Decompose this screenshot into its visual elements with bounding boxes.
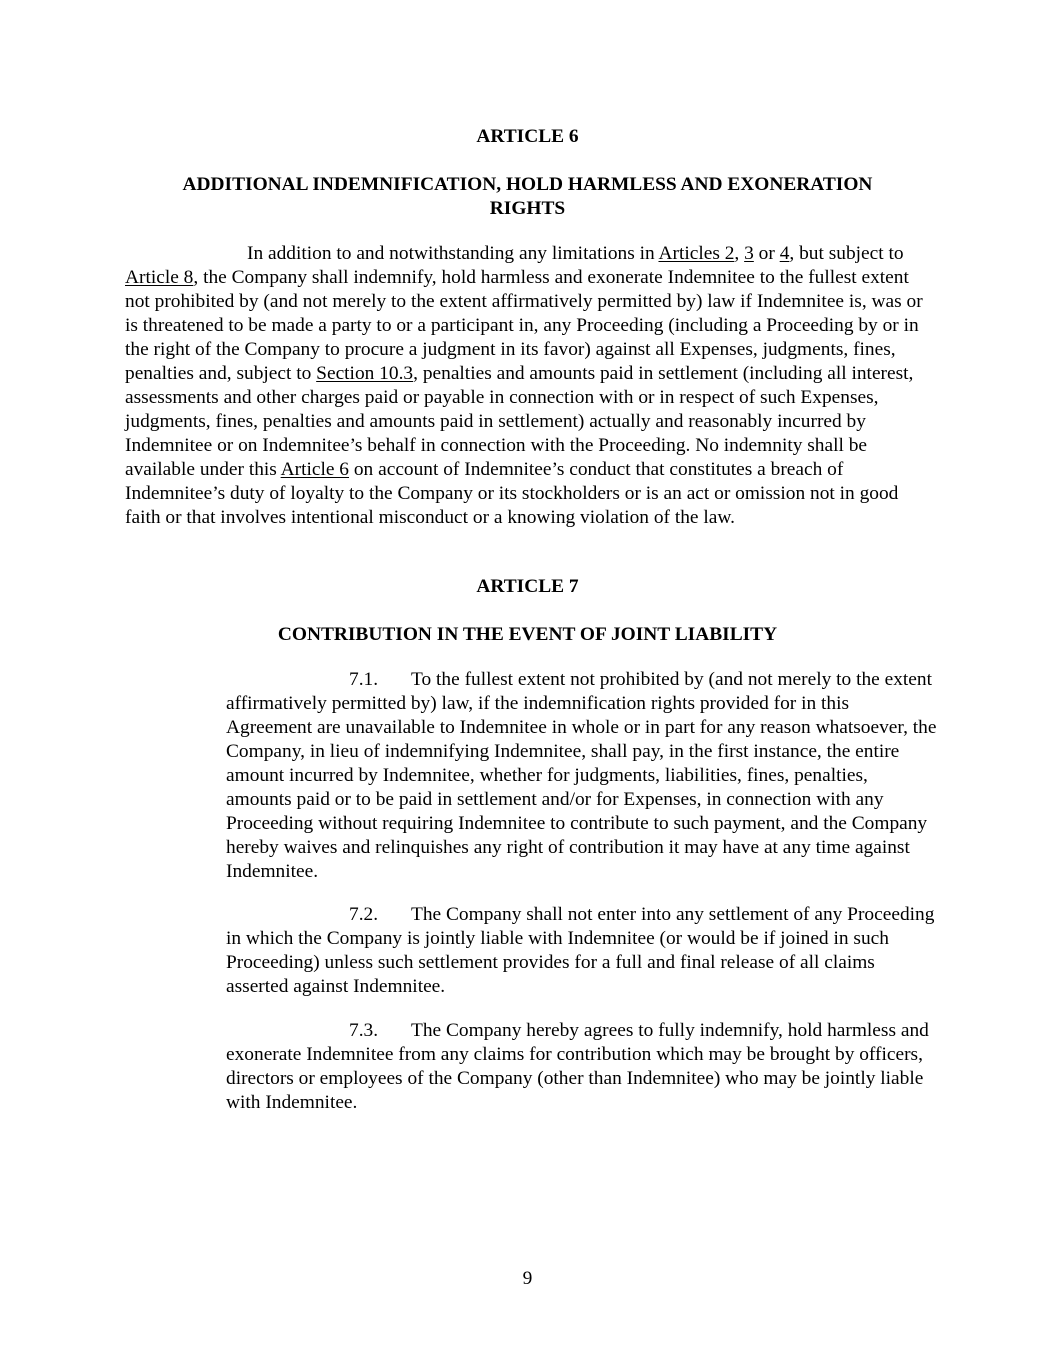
article-6-heading: ARTICLE 6	[476, 126, 579, 147]
body-text: ,	[734, 243, 745, 264]
article-3-link[interactable]: 3	[744, 243, 754, 264]
article-4-link[interactable]: 4	[779, 243, 790, 264]
article-6-link[interactable]: Article 6	[280, 459, 350, 480]
article-8-link[interactable]: Article 8	[125, 267, 194, 288]
section-number: 7.2.	[349, 904, 379, 925]
body-text: , but subject to	[789, 243, 904, 264]
section-7-3	[226, 1019, 938, 1115]
section-10-3-link[interactable]: Section 10.3	[316, 363, 414, 384]
page-number: 9	[522, 1268, 533, 1289]
articles-2-link[interactable]: Articles 2	[658, 243, 735, 264]
section-text: To the fullest extent not prohibited by (and not merely to the extent affirmatively permitted by) law, if the indemnification rights provided for in this Agreement are unavailable to Indemnitee in whole or in part for any reason whatsoever, the Company, in lieu of indemnifying Indemnitee, shall pay, in the first instance, the entire amount incurred by Indemnitee, whether for judgments, liabilities, fines, penalties, amounts paid or to be paid in settlement and/or for Expenses, in connection with any Proceeding without requiring Indemnitee to contribute to such payment, and the Company hereby waives and relinquishes any right of contribution it may have at any time against Indemnitee.	[226, 669, 937, 882]
section-text: The Company shall not enter into any settlement of any Proceeding in which the Company is jointly liable with Indemnitee (or would be if joined in such Proceeding) unless such settlement provides for a full and final release of all claims asserted against Indemnitee.	[226, 904, 935, 997]
article-6-title-line2: RIGHTS	[489, 198, 566, 219]
body-text: In addition to and notwithstanding any limitations in	[247, 243, 659, 264]
section-7-1	[226, 668, 938, 884]
section-number: 7.3.	[349, 1020, 379, 1041]
section-text: The Company hereby agrees to fully indemnify, hold harmless and exonerate Indemnitee from any claims for contribution which may be brought by officers, directors or employees of the Company (other than Indemnitee) who may be jointly liable with Indemnitee.	[226, 1020, 929, 1113]
body-text: , the Company shall indemnify, hold harmless and exonerate Indemnitee to the fullest extent not prohibited by (and not merely to the extent affirmatively permitted by) law if Indemnitee is, was or is threatened to be made a party to or a participant in, any Proceeding (including a Proceeding by or in the right of the Company to procure a judgment in its favor) against all Expenses, judgments, fines, penalties and, subject to	[125, 267, 923, 384]
article-6-title	[125, 173, 930, 221]
article-6-body	[125, 242, 937, 530]
body-text: , penalties and amounts paid in settlement (including all interest, assessments and other charges paid or payable in connection with or in respect of such Expenses, judgments, fines, penalties and amounts paid in settlement) actually and reasonably incurred by Indemnitee or on Indemnitee’s behalf in connection with the Proceeding. No indemnity shall be available under this	[125, 363, 914, 480]
section-7-2	[226, 903, 938, 999]
body-text: on account of Indemnitee’s conduct that constitutes a breach of Indemnitee’s duty of loyalty to the Company or its stockholders or is an act or omission not in good faith or that involves intentional misconduct or a knowing violation of the law.	[125, 459, 899, 528]
section-number: 7.1.	[349, 669, 379, 690]
body-text: or	[753, 243, 780, 264]
article-6-title-line1: ADDITIONAL INDEMNIFICATION, HOLD HARMLESS AND EXONERATION	[182, 174, 873, 195]
article-7-heading: ARTICLE 7	[476, 576, 579, 597]
article-7-title: CONTRIBUTION IN THE EVENT OF JOINT LIABILITY	[277, 624, 778, 645]
